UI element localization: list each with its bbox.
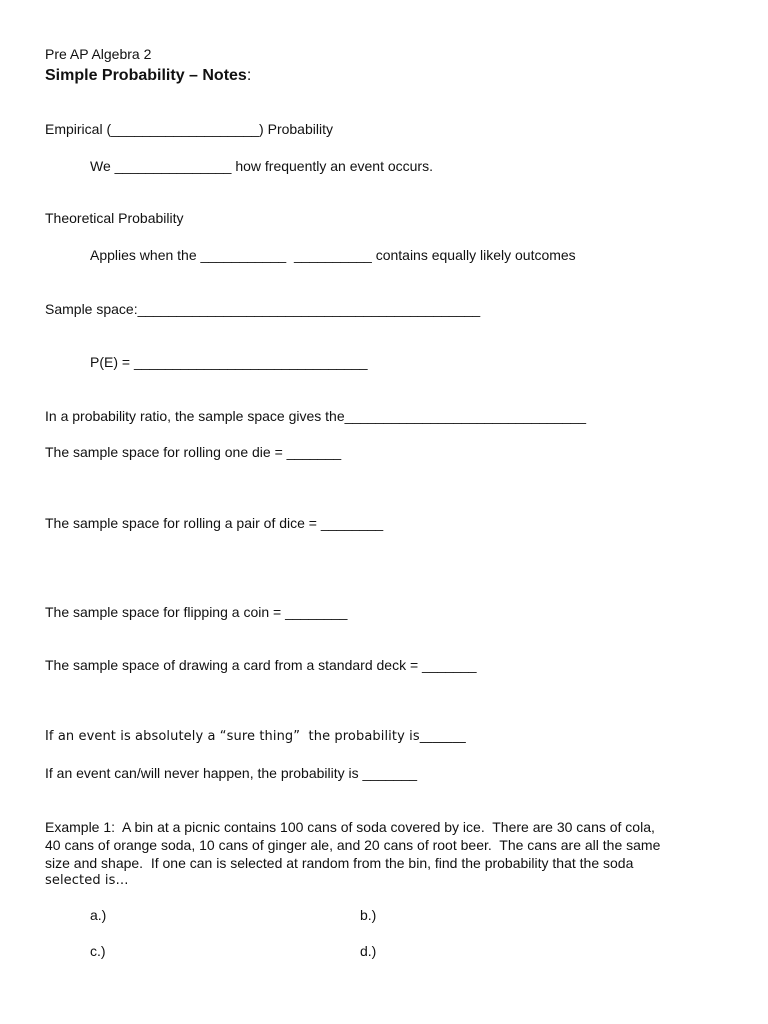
page-title — [45, 66, 251, 85]
never-happen-question: If an event can/will never happen, the probability is _______ — [45, 765, 418, 781]
example-line: selected is… — [45, 873, 129, 888]
example-part-a: a.) — [90, 907, 107, 923]
course-name: Pre AP Algebra 2 — [45, 46, 152, 62]
example-line: 40 cans of orange soda, 10 cans of ginger ale, and 20 cans of root beer. The cans are all the same — [45, 837, 661, 853]
example-part-b: b.) — [360, 907, 377, 923]
example-line: Example 1: A bin at a picnic contains 100 cans of soda covered by ice. There are 30 cans of cola, — [45, 819, 655, 835]
theoretical-heading: Theoretical Probability — [45, 210, 184, 226]
page-title-text: Simple Probability – Notes — [45, 67, 247, 84]
empirical-description: We _______________ how frequently an event occurs. — [90, 158, 433, 174]
coin-question: The sample space for flipping a coin = ________ — [45, 604, 348, 620]
page-title-colon: : — [246, 67, 252, 84]
example-part-c: c.) — [90, 943, 106, 959]
pair-dice-question: The sample space for rolling a pair of dice = ________ — [45, 515, 384, 531]
probability-ratio-note: In a probability ratio, the sample space gives the_______________________________ — [45, 408, 586, 424]
empirical-heading: Empirical (___________________) Probability — [45, 121, 333, 137]
sure-thing-question: If an event is absolutely a “sure thing” the probability is_______ — [45, 729, 466, 744]
one-die-question: The sample space for rolling one die = _______ — [45, 444, 342, 460]
theoretical-description: Applies when the ___________ __________ contains equally likely outcomes — [90, 247, 576, 263]
example-line: size and shape. If one can is selected at random from the bin, find the probability that the soda — [45, 855, 634, 871]
sample-space-definition: Sample space:____________________________________________ — [45, 301, 481, 317]
probability-formula: P(E) = ______________________________ — [90, 354, 368, 370]
example-1-paragraph — [45, 818, 725, 890]
card-question: The sample space of drawing a card from a standard deck = _______ — [45, 657, 477, 673]
example-part-d: d.) — [360, 943, 377, 959]
